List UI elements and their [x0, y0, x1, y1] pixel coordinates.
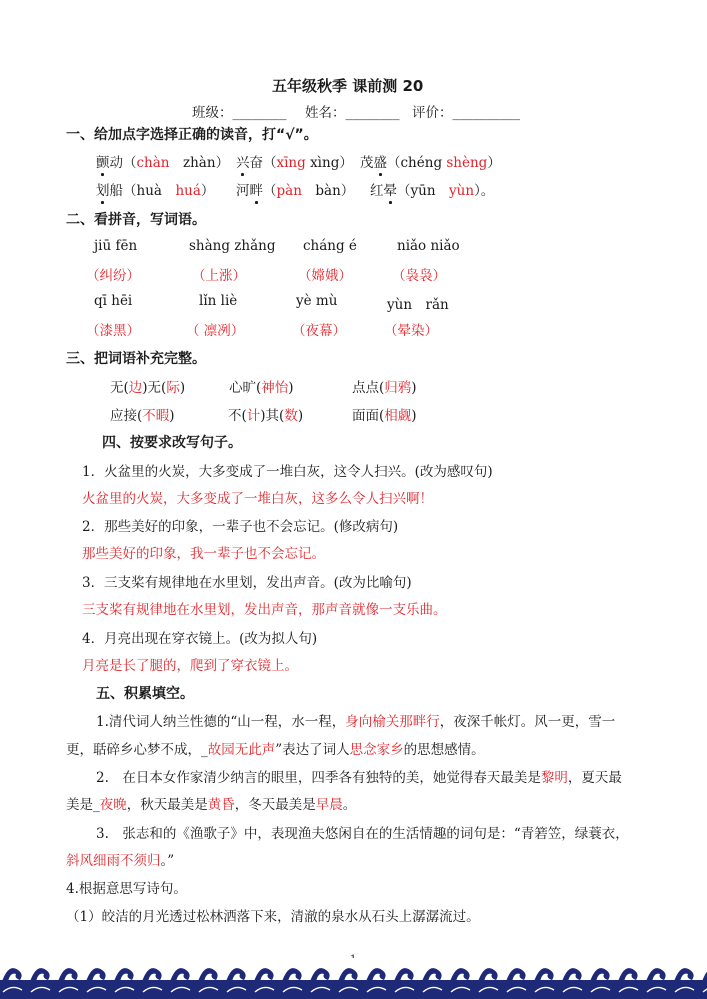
question-text: 4.根据意思写诗句。 — [66, 881, 187, 897]
pinyin-label: qī hēi — [94, 293, 133, 309]
rewrite-answer: 那些美好的印象，我一辈子也不会忘记。 — [82, 546, 325, 562]
rewrite-answer: 月亮是长了腿的，爬到了穿衣镜上。 — [82, 658, 298, 674]
pronunciation-item: 颤动（chàn zhàn） — [96, 155, 230, 171]
fill-paragraph: 美是_夜晚，秋天最美是黄昏，冬天最美是早晨。 — [66, 797, 357, 813]
question-text: （1）皎洁的月光透过松林洒落下来，清澈的泉水从石头上潺潺流过。 — [66, 909, 480, 925]
name-label: 姓名：________ — [305, 105, 400, 121]
section4-heading: 四、按要求改写句子。 — [102, 435, 242, 451]
idiom-item: 面面(相觑) — [352, 408, 417, 424]
pronunciation-item: 茂盛（chéng shèng） — [360, 155, 501, 171]
page-title: 五年级秋季 课前测 20 — [272, 77, 424, 95]
pinyin-label: cháng é — [303, 238, 357, 254]
fill-paragraph: 3. 张志和的《渔歌子》中，表现渔夫悠闲自在的生活情趣的词句是：“青箬笠，绿蓑衣， — [96, 826, 629, 842]
rewrite-answer: 三支桨有规律地在水里划，发出声音，那声音就像一支乐曲。 — [82, 602, 447, 618]
word-answer: （晕染） — [384, 323, 438, 339]
pinyin-label: yùn rǎn — [387, 297, 449, 313]
section3-heading: 三、把词语补充完整。 — [66, 351, 206, 367]
pinyin-label: lǐn liè — [199, 293, 238, 309]
pronunciation-item: 兴奋（xīng xìng） — [236, 155, 353, 171]
rewrite-question: 3．三支桨有规律地在水里划，发出声音。(改为比喻句) — [82, 575, 412, 591]
rewrite-question: 1．火盆里的火炭，大多变成了一堆白灰，这令人扫兴。(改为感叹句) — [82, 464, 493, 480]
pronunciation-item: 红晕（yūn yùn）。 — [370, 183, 495, 199]
rewrite-answer: 火盆里的火炭，大多变成了一堆白灰，这多么令人扫兴啊！ — [82, 491, 433, 507]
word-answer: （纠纷） — [86, 268, 140, 284]
idiom-item: 应接(不暇) — [110, 408, 175, 424]
rewrite-question: 4．月亮出现在穿衣镜上。(改为拟人句) — [82, 631, 318, 647]
section5-heading: 五、积累填空。 — [96, 686, 194, 702]
pinyin-label: yè mù — [296, 293, 338, 309]
word-answer: （夜幕） — [292, 323, 346, 339]
wave-border-decoration — [0, 958, 707, 999]
fill-paragraph: 更，聒碎乡心梦不成，_故园无此声”表达了词人思念家乡的思想感情。 — [66, 742, 485, 758]
eval-label: 评价：__________ — [412, 105, 520, 121]
section1-heading: 一、给加点字选择正确的读音，打“√”。 — [66, 127, 318, 143]
word-answer: （嫦娥） — [298, 268, 352, 284]
idiom-item: 点点(归鸦) — [352, 380, 417, 396]
idiom-item: 心旷(神怡) — [229, 380, 294, 396]
fill-paragraph: 1.清代词人纳兰性德的“山一程，水一程，身向榆关那畔行，夜深千帐灯。风一更，雪一 — [96, 714, 616, 730]
word-answer: （袅袅） — [392, 268, 446, 284]
idiom-item: 不(计)其(数) — [228, 408, 304, 424]
pinyin-label: niǎo niǎo — [397, 238, 460, 254]
class-label: 班级：________ — [192, 105, 287, 121]
pinyin-label: shàng zhǎng — [189, 238, 276, 254]
idiom-item: 无(边)无(际) — [110, 380, 186, 396]
section2-heading: 二、看拼音，写词语。 — [66, 212, 206, 228]
pronunciation-item: 划船（huà huá） — [96, 183, 215, 199]
pronunciation-item: 河畔（pàn bàn） — [236, 183, 355, 199]
word-answer: （上涨） — [192, 268, 246, 284]
word-answer: （漆黑） — [86, 323, 140, 339]
rewrite-question: 2．那些美好的印象，一辈子也不会忘记。(修改病句) — [82, 519, 399, 535]
pinyin-label: jiū fēn — [94, 238, 138, 254]
fill-paragraph: 2. 在日本女作家清少纳言的眼里，四季各有独特的美，她觉得春天最美是黎明，夏天最 — [96, 770, 622, 786]
fill-paragraph: 斜风细雨不须归。” — [66, 853, 175, 869]
word-answer: （ 凛冽） — [186, 323, 245, 339]
